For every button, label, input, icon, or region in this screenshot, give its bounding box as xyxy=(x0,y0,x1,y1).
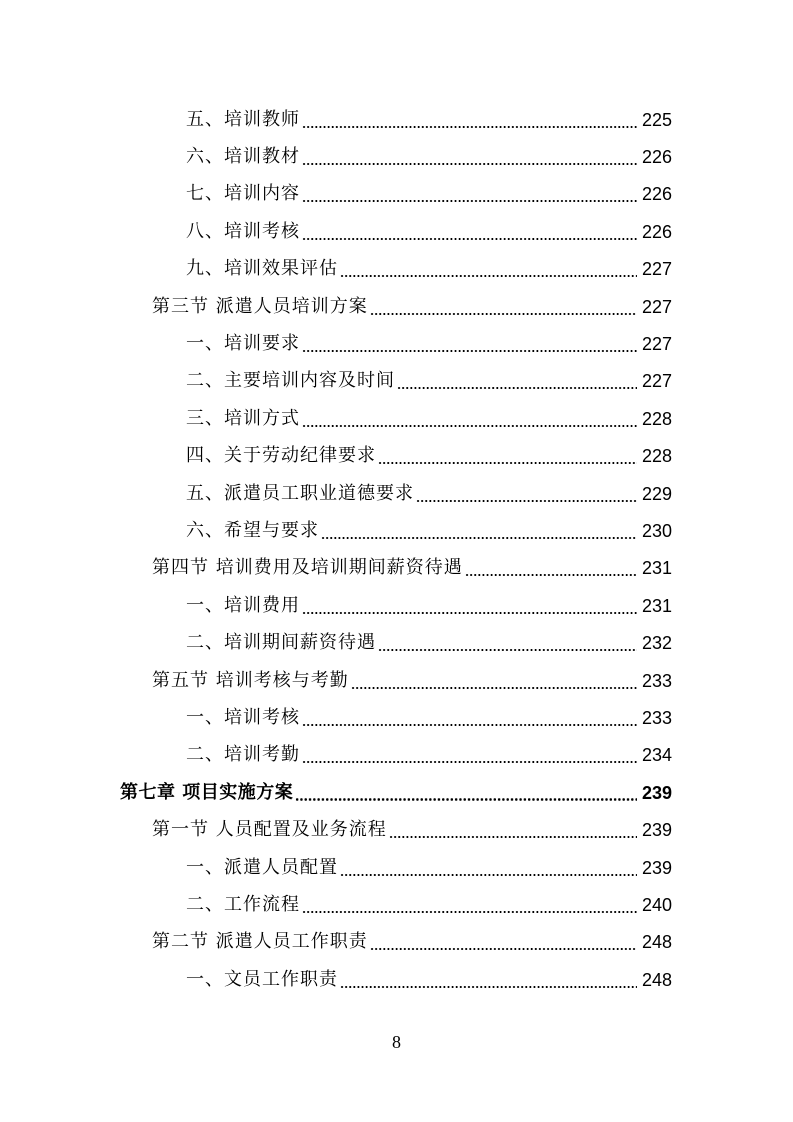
toc-entry-title: 第五节 培训考核与考勤 xyxy=(152,669,349,691)
toc-entry-page: 228 xyxy=(641,446,672,467)
toc-dot-leader xyxy=(340,275,637,277)
toc-dot-leader xyxy=(302,761,637,763)
toc-dot-leader xyxy=(370,948,637,950)
toc-entry-title: 一、培训费用 xyxy=(186,594,300,616)
toc-entry-page: 226 xyxy=(641,147,672,168)
toc-entry-item[interactable] xyxy=(0,961,793,998)
toc-entry-page: 226 xyxy=(641,184,672,205)
toc-dot-leader xyxy=(302,724,637,726)
toc-entry-title: 八、培训考核 xyxy=(186,220,300,242)
toc-entry-title: 二、培训期间薪资待遇 xyxy=(186,632,376,654)
toc-dot-leader xyxy=(351,687,637,689)
toc-dot-leader xyxy=(340,874,637,876)
toc-entry-title: 第三节 派遣人员培训方案 xyxy=(152,295,368,317)
toc-entry-item[interactable] xyxy=(0,699,793,736)
toc-entry-title: 第四节 培训费用及培训期间薪资待遇 xyxy=(152,557,463,579)
toc-entry-title: 五、派遣员工职业道德要求 xyxy=(186,482,414,504)
toc-entry-title: 一、培训要求 xyxy=(186,333,300,355)
toc-dot-leader xyxy=(465,574,637,576)
toc-entry-page: 234 xyxy=(641,745,672,766)
toc-entry-chapter[interactable] xyxy=(0,774,793,811)
toc-dot-leader xyxy=(370,313,637,315)
toc-entry-page: 231 xyxy=(641,595,672,616)
toc-entry-page: 248 xyxy=(641,969,672,990)
toc-entry-page: 230 xyxy=(641,520,672,541)
toc-entry-item[interactable] xyxy=(0,849,793,886)
toc-entry-title: 二、培训考勤 xyxy=(186,744,300,766)
toc-entry-title: 二、主要培训内容及时间 xyxy=(186,370,395,392)
toc-dot-leader xyxy=(389,836,637,838)
toc-dot-leader xyxy=(397,387,637,389)
toc-entry-section[interactable] xyxy=(0,811,793,848)
toc-entry-page: 231 xyxy=(641,558,672,579)
toc-entry-page: 227 xyxy=(641,371,672,392)
toc-dot-leader xyxy=(416,500,637,502)
toc-dot-leader xyxy=(302,238,637,240)
toc-dot-leader xyxy=(321,537,637,539)
toc-entry-title: 七、培训内容 xyxy=(186,183,300,205)
toc-entry-page: 228 xyxy=(641,408,672,429)
toc-dot-leader xyxy=(302,163,637,165)
toc-entry-item[interactable] xyxy=(0,438,793,475)
toc-entry-item[interactable] xyxy=(0,886,793,923)
toc-entry-title: 第二节 派遣人员工作职责 xyxy=(152,931,368,953)
toc-entry-item[interactable] xyxy=(0,624,793,661)
toc-entry-page: 227 xyxy=(641,259,672,280)
toc-entry-title: 二、工作流程 xyxy=(186,893,300,915)
toc-dot-leader xyxy=(340,986,637,988)
toc-entry-item[interactable] xyxy=(0,475,793,512)
toc-entry-title: 九、培训效果评估 xyxy=(186,258,338,280)
toc-entry-section[interactable] xyxy=(0,924,793,961)
toc-entry-page: 226 xyxy=(641,221,672,242)
toc-entry-item[interactable] xyxy=(0,400,793,437)
toc-dot-leader xyxy=(295,798,637,801)
toc-dot-leader xyxy=(378,462,637,464)
toc-entry-title: 第一节 人员配置及业务流程 xyxy=(152,819,387,841)
toc-entry-item[interactable] xyxy=(0,101,793,138)
toc-entry-item[interactable] xyxy=(0,138,793,175)
toc-entry-page: 233 xyxy=(641,707,672,728)
toc-entry-title: 第七章 项目实施方案 xyxy=(120,781,294,803)
toc-dot-leader xyxy=(302,425,637,427)
toc-entry-section[interactable] xyxy=(0,288,793,325)
toc-entry-item[interactable] xyxy=(0,737,793,774)
toc-entry-page: 227 xyxy=(641,296,672,317)
toc-entry-title: 一、文员工作职责 xyxy=(186,968,338,990)
toc-dot-leader xyxy=(302,612,637,614)
toc-entry-item[interactable] xyxy=(0,176,793,213)
table-of-contents xyxy=(0,101,793,998)
toc-dot-leader xyxy=(302,126,637,128)
toc-entry-page: 227 xyxy=(641,334,672,355)
toc-entry-item[interactable] xyxy=(0,512,793,549)
toc-entry-title: 六、希望与要求 xyxy=(186,519,319,541)
toc-entry-title: 六、培训教材 xyxy=(186,146,300,168)
toc-entry-section[interactable] xyxy=(0,662,793,699)
toc-entry-page: 232 xyxy=(641,633,672,654)
toc-entry-item[interactable] xyxy=(0,213,793,250)
toc-entry-page: 225 xyxy=(641,109,672,130)
toc-entry-page: 240 xyxy=(641,894,672,915)
toc-dot-leader xyxy=(302,200,637,202)
page-number: 8 xyxy=(392,1032,401,1052)
toc-entry-item[interactable] xyxy=(0,363,793,400)
toc-entry-page: 239 xyxy=(641,782,672,803)
toc-dot-leader xyxy=(302,911,637,913)
toc-entry-page: 248 xyxy=(641,932,672,953)
toc-entry-page: 239 xyxy=(641,857,672,878)
toc-entry-page: 229 xyxy=(641,483,672,504)
toc-entry-item[interactable] xyxy=(0,325,793,362)
toc-entry-page: 239 xyxy=(641,820,672,841)
toc-entry-item[interactable] xyxy=(0,587,793,624)
toc-entry-item[interactable] xyxy=(0,251,793,288)
toc-entry-title: 一、培训考核 xyxy=(186,706,300,728)
toc-entry-page: 233 xyxy=(641,670,672,691)
toc-dot-leader xyxy=(302,350,637,352)
toc-entry-section[interactable] xyxy=(0,550,793,587)
toc-dot-leader xyxy=(378,649,637,651)
toc-entry-title: 五、培训教师 xyxy=(186,108,300,130)
toc-entry-title: 三、培训方式 xyxy=(186,407,300,429)
toc-entry-title: 一、派遣人员配置 xyxy=(186,856,338,878)
toc-entry-title: 四、关于劳动纪律要求 xyxy=(186,445,376,467)
